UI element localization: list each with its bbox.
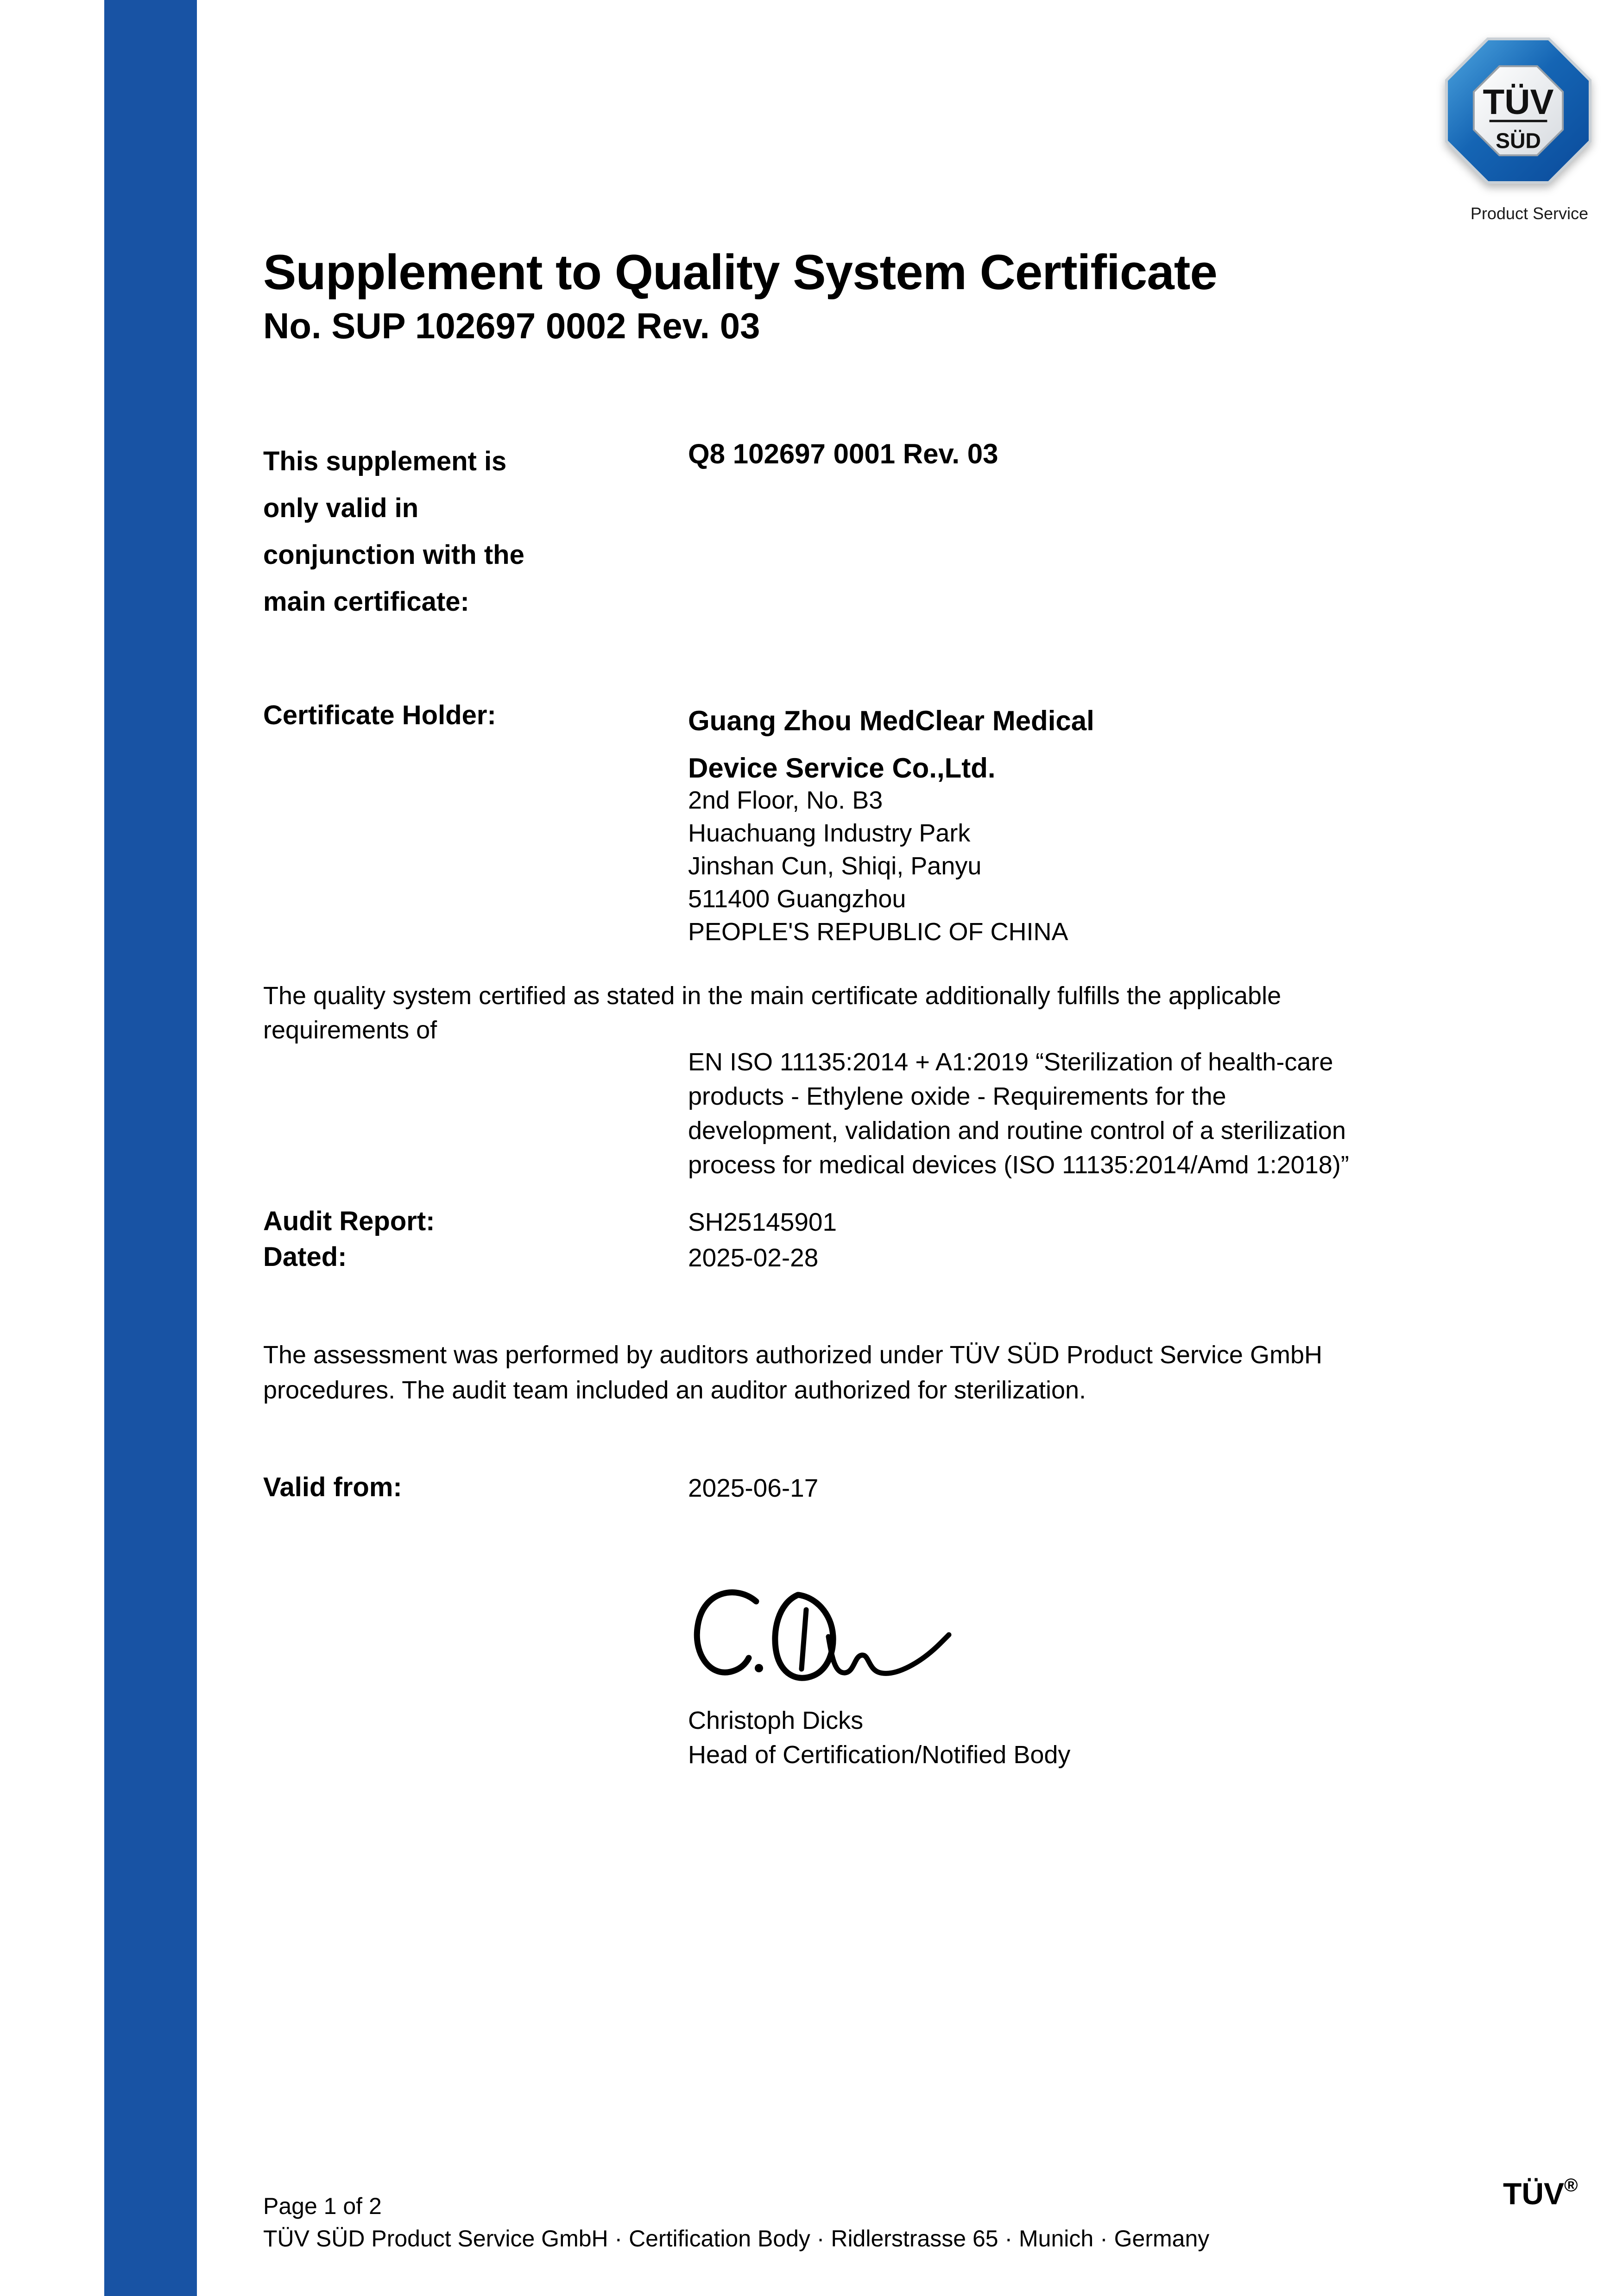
supplement-validity-label-line: conjunction with the <box>263 540 524 570</box>
standard-line: process for medical devices (ISO 11135:2014/Amd 1:2018)” <box>688 1151 1349 1179</box>
tuv-trademark-text: TÜV <box>1503 2176 1564 2211</box>
dated-label: Dated: <box>263 1242 347 1272</box>
holder-name-line: Guang Zhou MedClear Medical <box>688 705 1094 736</box>
assessment-paragraph <box>263 1337 1322 1408</box>
certificate-holder-label: Certificate Holder: <box>263 700 496 730</box>
dated-value: 2025-02-28 <box>688 1243 819 1272</box>
tuv-sud-logo <box>1445 37 1592 184</box>
logo-tuv-text: TÜV <box>1483 82 1554 122</box>
page-number: Page 1 of 2 <box>263 2193 382 2219</box>
fulfills-intro-line: The quality system certified as stated in the main certificate additionally fulfills the applicable <box>263 982 1282 1010</box>
fulfills-intro-paragraph <box>263 979 1281 1047</box>
signatory-title: Head of Certification/Notified Body <box>688 1741 1071 1769</box>
holder-name-line: Device Service Co.,Ltd. <box>688 753 996 784</box>
audit-report-value: SH25145901 <box>688 1208 837 1236</box>
holder-address-line: PEOPLE'S REPUBLIC OF CHINA <box>688 918 1068 946</box>
standard-line: EN ISO 11135:2014 + A1:2019 “Sterilization of health-care <box>688 1048 1333 1076</box>
standard-line: development, validation and routine control of a sterilization <box>688 1117 1346 1145</box>
holder-address-line: 511400 Guangzhou <box>688 885 906 913</box>
signatory-name: Christoph Dicks <box>688 1707 864 1734</box>
supplement-validity-label-line: only valid in <box>263 493 419 523</box>
valid-from-value: 2025-06-17 <box>688 1474 819 1502</box>
holder-address-line: Jinshan Cun, Shiqi, Panyu <box>688 852 982 880</box>
holder-address-line: Huachuang Industry Park <box>688 819 971 847</box>
certificate-number: No. SUP 102697 0002 Rev. 03 <box>263 305 760 346</box>
valid-from-label: Valid from: <box>263 1472 402 1502</box>
supplement-validity-label-line: main certificate: <box>263 587 469 617</box>
footer-company-line: TÜV SÜD Product Service GmbH · Certification Body · Ridlerstrasse 65 · Munich · Germany <box>263 2226 1210 2252</box>
logo-caption: Product Service <box>1470 204 1588 223</box>
standard-reference-block <box>688 1045 1349 1182</box>
holder-address-line: 2nd Floor, No. B3 <box>688 786 883 814</box>
audit-report-label: Audit Report: <box>263 1206 435 1236</box>
supplement-validity-label <box>263 438 524 625</box>
registered-mark: ® <box>1564 2175 1578 2195</box>
signature-icon <box>681 1585 959 1696</box>
assessment-line: The assessment was performed by auditors authorized under TÜV SÜD Product Service GmbH <box>263 1341 1322 1369</box>
signature <box>681 1585 959 1696</box>
main-certificate-number: Q8 102697 0001 Rev. 03 <box>688 438 998 469</box>
page-title: Supplement to Quality System Certificate <box>263 244 1217 300</box>
sidebar-band <box>104 0 278 2296</box>
fulfills-intro-line: requirements of <box>263 1016 437 1044</box>
tuv-sud-octagon-icon <box>1445 37 1592 184</box>
supplement-validity-label-line: This supplement is <box>263 446 507 476</box>
assessment-line: procedures. The audit team included an auditor authorized for sterilization. <box>263 1376 1086 1404</box>
tuv-trademark <box>1503 2175 1578 2211</box>
certificate-holder-address <box>688 784 1068 949</box>
sidebar-vertical-text: ZERTIFIKAT ◆ CERTIFICATE ◆ 認證證書 ◆ СЕРТИФИКАТ ◆ CERTIFICADO ◆ CERTIFICAT <box>230 311 278 2220</box>
certificate-holder-name <box>688 697 1094 792</box>
logo-sud-text: SÜD <box>1496 128 1541 153</box>
standard-line: products - Ethylene oxide - Requirements for the <box>688 1082 1226 1110</box>
